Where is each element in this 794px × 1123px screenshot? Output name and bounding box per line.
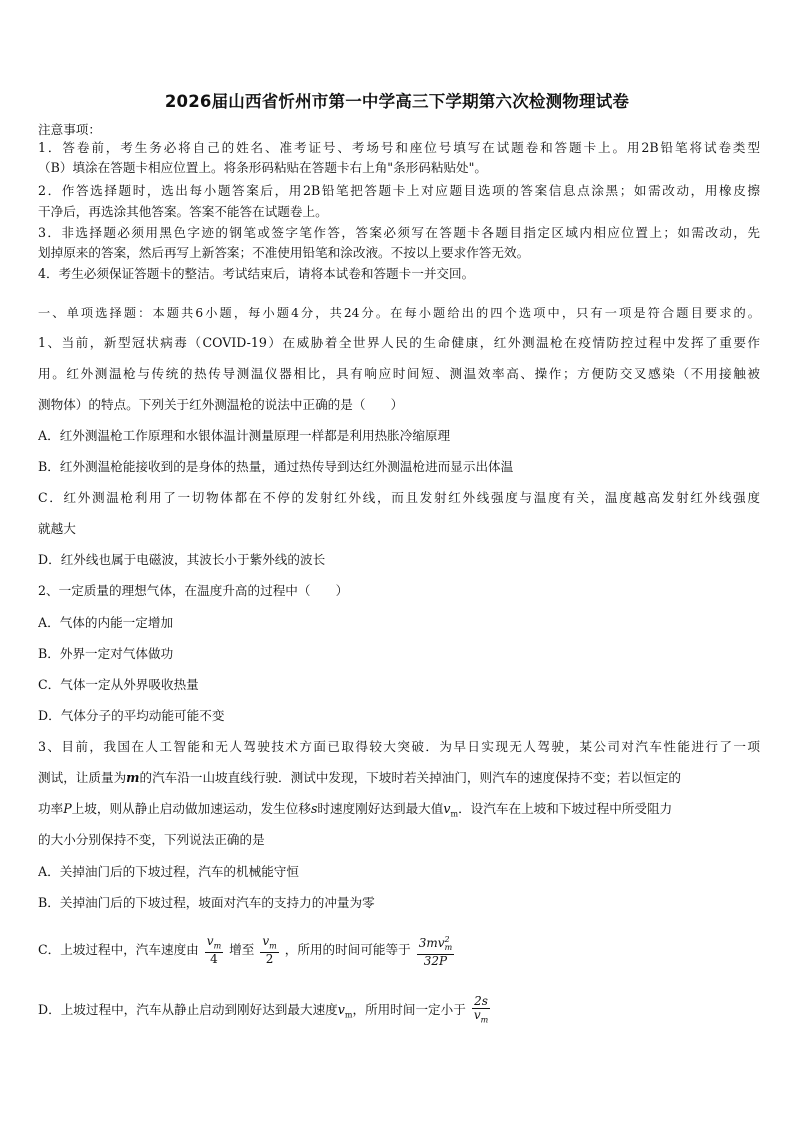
q3-stem: 功率P上坡，则从静止启动做加速运动，发生位移s时速度刚好达到最大值$v_m$．设汽车在上坡和下坡过程中所受阻力	[38, 801, 673, 819]
fraction: $\frac{v_m}{4}$	[206, 933, 222, 967]
notice-line: 3．非选择题必须用黑色字迹的钢笔或签字笔作答，答案必须写在答题卡各题目指定区域内相应位置上；如需改动，先	[38, 225, 760, 240]
page-title: 2026届山西省忻州市第一中学高三下学期第六次检测物理试卷	[164, 92, 630, 111]
q1-option-b: B．红外测温枪能接收到的是身体的热量，通过热传导到达红外测温枪进而显示出体温	[38, 459, 514, 474]
q2-option-b: B．外界一定对气体做功	[38, 646, 174, 661]
q3-stem: 3、目前，我国在人工智能和无人驾驶技术方面已取得较大突破．为早日实现无人驾驶，某公司对汽车性能进行了一项	[38, 739, 760, 754]
q1-option-a: A．红外测温枪工作原理和水银体温计测量原理一样都是利用热胀冷缩原理	[38, 428, 451, 443]
q2-option-a: A．气体的内能一定增加	[38, 615, 174, 630]
q3-option-c: C．上坡过程中，汽车速度由 $\frac{v_m}{4}$ 增至 $\frac{v_m}{2}$ ，所用的时间可能等于 $\frac{3mv^2_m}{32P}$	[38, 933, 453, 969]
q3-option-a: A．关掉油门后的下坡过程，汽车的机械能守恒	[38, 864, 299, 879]
notice-line: 干净后，再选涂其他答案。答案不能答在试题卷上。	[38, 204, 328, 219]
q1-stem: 1、当前，新型冠状病毒（COVID-19）在威胁着全世界人民的生命健康，红外测温枪在疫情防控过程中发挥了重要作	[38, 335, 760, 350]
q3-option-b: B．关掉油门后的下坡过程，坡面对汽车的支持力的冲量为零	[38, 895, 375, 910]
q1-option-c: C．红外测温枪利用了一切物体都在不停的发射红外线，而且发射红外线强度与温度有关，温度越高发射红外线强度	[38, 490, 760, 505]
q1-option-c-cont: 就越大	[38, 521, 76, 536]
notice-heading: 注意事项：	[38, 122, 101, 137]
notice-line: 划掉原来的答案，然后再写上新答案；不准使用铅笔和涂改液。不按以上要求作答无效。	[38, 245, 530, 260]
fraction: $\frac{v_m}{2}$	[262, 933, 277, 967]
q1-option-d: D．红外线也属于电磁波，其波长小于紫外线的波长	[38, 552, 326, 567]
notice-line: 1．答卷前，考生务必将自己的姓名、准考证号、考场号和座位号填写在试题卷和答题卡上。用2B铅笔将试卷类型	[38, 140, 760, 155]
q2-option-c: C．气体一定从外界吸收热量	[38, 677, 199, 692]
notice-line: 4．考生必须保证答题卡的整洁。考试结束后，请将本试卷和答题卡一并交回。	[38, 266, 475, 281]
q1-stem: 测物体）的特点。下列关于红外测温枪的说法中正确的是（ ）	[38, 397, 404, 412]
notice-line: 2．作答选择题时，选出每小题答案后，用2B铅笔把答题卡上对应题目选项的答案信息点涂黑；如需改动，用橡皮擦	[38, 183, 760, 198]
fraction: $\frac{2s}{v_m}$	[473, 993, 489, 1025]
section-heading: 一、单项选择题：本题共6小题，每小题4分，共24分。在每小题给出的四个选项中，只有一项是符合题目要求的。	[38, 306, 760, 320]
q3-stem: 的大小分别保持不变，下列说法正确的是	[38, 832, 265, 847]
q1-stem: 用。红外测温枪与传统的热传导测温仪器相比，具有响应时间短、测温效率高、操作；方便防交叉感染（不用接触被	[38, 366, 760, 381]
q3-option-d: D．上坡过程中，汽车从静止启动到刚好达到最大速度$v_m$，所用时间一定小于 $\frac{2s}{v_m}$	[38, 993, 489, 1025]
q2-stem: 2、一定质量的理想气体，在温度升高的过程中（ ）	[38, 583, 349, 598]
notice-line: （B）填涂在答题卡相应位置上。将条形码粘贴在答题卡右上角"条形码粘贴处"。	[38, 160, 488, 175]
q2-option-d: D．气体分子的平均动能可能不变	[38, 708, 225, 723]
q3-stem: 测试，让质量为m的汽车沿一山坡直线行驶．测试中发现，下坡时若关掉油门，则汽车的速度保持不变；若以恒定的	[38, 770, 682, 785]
fraction: $\frac{3mv^2_m}{32P}$	[418, 934, 453, 969]
